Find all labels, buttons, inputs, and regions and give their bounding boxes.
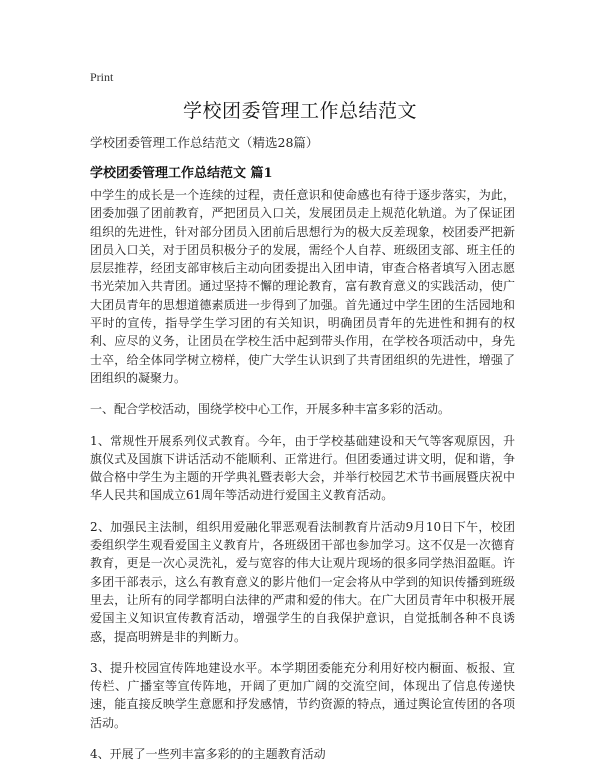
section-heading: 学校团委管理工作总结范文 篇1: [90, 166, 273, 181]
paragraph-intro: 中学生的成长是一个连续的过程，责任意识和使命感也有待于逐步落实，为此，团委加强了团前教育，严把团员入口关，发展团员走上规范化轨道。为了保证团组织的先进性，针对部分团员入团前后思想行为的极大反差现象，校团委严把新团员入口关，对于团员积极分子的发展，需经个人自荐、班级团支部、班主任的层层推荐，经团支部审核后主动向团委提出入团申请，审查合格者填写入团志愿书光荣加入共青团。通过坚持不懈的理论教育，富有教育意义的实践活动，使广大团员青年的思想道德素质进一步得到了加强。首先通过中学生团的生活园地和平时的宣传，指导学生学习团的有关知识，明确团员青年的先进性和拥有的权利、应尽的义务，让团员在学校生活中起到带头作用，在学校各项活动中，身先士卒，给全体同学树立榜样，使广大学生认识到了共青团组织的先进性，增强了团组织的凝聚力。: [90, 188, 515, 385]
paragraph-item-1: 1、常规性开展系列仪式教育。今年，由于学校基础建设和天气等客观原因，升旗仪式及国旗下讲话活动不能顺利、正常进行。但团委通过讲文明，促和谐，争做合格中学生为主题的开学典礼暨表彰大会，并举行校园艺术节书画展暨庆祝中华人民共和国成立61周年等活动进行爱国主义教育活动。: [90, 433, 515, 503]
document-body: [90, 186, 515, 776]
document-subtitle: 学校团委管理工作总结范文（精选28篇）: [90, 135, 319, 150]
paragraph-item-2: 2、加强民主法制，组织用爱融化罪恶观看法制教育片活动9月10日下午，校团委组织学生观看爱国主义教育片，各班级团干部也参加学习。这不仅是一次德育教育，更是一次心灵洗礼，爱与宽容的伟大让观片现场的很多同学热泪盈眶。许多团干部表示，这么有教育意义的影片他们一定会将从中学到的知识传播到班级里去，让所有的同学都明白法律的严肃和爱的伟大。在广大团员青年中积极开展爱国主义知识宣传教育活动，增强学生的自我保护意识，自觉抵制各种不良诱惑，提高明辨是非的判断力。: [90, 519, 515, 644]
paragraph-item-3: 3、提升校园宣传阵地建设水平。本学期团委能充分利用好校内橱面、板报、宣传栏、广播室等宣传阵地，开阔了更加广阔的交流空间，体现出了信息传递快速，能直接反映学生意愿和抒发感情，节约资源的特点，通过舆论宣传团的各项活动。: [90, 660, 515, 730]
print-label[interactable]: Print: [90, 70, 114, 84]
document-title: 学校团委管理工作总结范文: [182, 100, 417, 122]
paragraph-item-4: 4、开展了一些列丰富多彩的的主题教育活动: [90, 747, 326, 762]
paragraph-section-one: 一、配合学校活动，围绕学校中心工作，开展多种丰富多彩的活动。: [90, 402, 451, 417]
